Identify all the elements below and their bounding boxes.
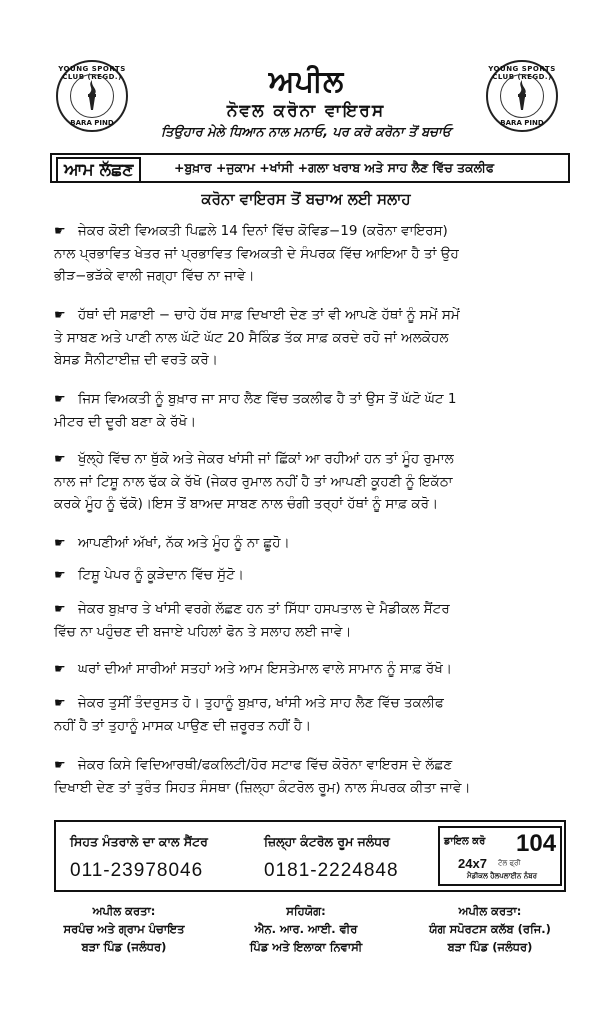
advice-heading: ਕਰੋਨਾ ਵਾਇਰਸ ਤੋਂ ਬਚਾਅ ਲਈ ਸਲਾਹ [201, 190, 411, 208]
advice-line [54, 349, 564, 371]
seal-bottom-text: BARA PIND [500, 119, 544, 127]
advice-item [54, 658, 564, 681]
advice-line [54, 532, 564, 555]
advice-item [54, 448, 564, 515]
advice-text: ਘਰਾਂ ਦੀਆਂ ਸਾਰੀਆਂ ਸਤਹਾਂ ਅਤੇ ਆਮ ਇਸਤੇਮਾਲ ਵਾਲੇ ਸਾਮਾਨ ਨੂੰ ਸਾਫ਼ ਰੱਖੋ। [78, 661, 452, 677]
advice-item [54, 304, 564, 371]
ministry-call-center-number: 011-23978046 [70, 860, 204, 881]
pointing-hand-icon: ☛ [54, 452, 66, 467]
footer-center-line: ਪਿੰਡ ਅਤੇ ਇਲਾਕਾ ਨਿਵਾਸੀ [249, 940, 363, 954]
advice-line [54, 598, 564, 621]
page-subtitle: ਨੋਵਲ ਕਰੋਨਾ ਵਾਇਰਸ [226, 101, 386, 121]
advice-item [54, 692, 564, 737]
pointing-hand-icon: ☛ [54, 536, 66, 551]
dial-24x7: 24x7 [458, 856, 487, 871]
pointing-hand-icon: ☛ [54, 758, 66, 773]
footer-right-line: ਯੰਗ ਸਪੋਰਟਸ ਕਲੱਬ (ਰਜਿ.) [429, 922, 551, 936]
advice-line [54, 411, 564, 433]
dial-helpline-text: ਮੈਡੀਕਲ ਹੈਲਪਲਾਈਨ ਨੰਬਰ [467, 872, 537, 880]
advice-line [54, 564, 564, 587]
dial-number: 104 [516, 830, 557, 857]
advice-text: ਆਪਣੀਆਂ ਅੱਖਾਂ, ਨੱਕ ਅਤੇ ਮੂੰਹ ਨੂੰ ਨਾ ਛੂਹੋ। [78, 535, 290, 551]
advice-text: ਬੇਸਡ ਸੈਨੀਟਾਈਜ਼ ਦੀ ਵਰਤੋ ਕਰੋ। [54, 352, 218, 368]
advice-text: ਜੇਕਰ ਬੁਖ਼ਾਰ ਤੇ ਖਾਂਸੀ ਵਰਗੇ ਲੱਛਣ ਹਨ ਤਾਂ ਸਿੱਧਾ ਹਸਪਤਾਲ ਦੇ ਮੈਡੀਕਲ ਸੈਂਟਰ [78, 601, 450, 617]
advice-line [54, 715, 564, 737]
advice-line [54, 327, 564, 349]
pointing-hand-icon: ☛ [54, 224, 66, 239]
advice-text: ਮੀਟਰ ਦੀ ਦੂਰੀ ਬਣਾ ਕੇ ਰੱਖੋ। [54, 414, 197, 430]
footer-left-line: ਅਪੀਲ ਕਰਤਾ: [92, 904, 156, 918]
advice-line [54, 754, 564, 777]
ministry-call-center-label: ਸਿਹਤ ਮੰਤਰਾਲੇ ਦਾ ਕਾਲ ਸੈਂਟਰ [70, 834, 208, 849]
advice-item [54, 564, 564, 587]
footer-left-line: ਬੜਾ ਪਿੰਡ (ਜਲੰਧਰ) [81, 940, 167, 954]
advice-text: ਜੇਕਰ ਕਿਸੇ ਵਿਦਿਆਰਥੀ/ਫਕਲਿਟੀ/ਹੋਰ ਸਟਾਫ ਵਿੱਚ ਕੋਰੋਨਾ ਵਾਇਰਸ ਦੇ ਲੱਛਣ [78, 757, 453, 773]
advice-line [54, 621, 564, 643]
pointing-hand-icon: ☛ [54, 696, 66, 711]
advice-text: ਜਿਸ ਵਿਅਕਤੀ ਨੂੰ ਬੁਖ਼ਾਰ ਜਾ ਸਾਹ ਲੈਣ ਵਿੱਚ ਤਕਲੀਫ ਹੈ ਤਾਂ ਉਸ ਤੋਂ ਘੱਟੋ ਘੱਟ 1 [78, 391, 457, 407]
advice-text: ਕਰਕੇ ਮੂੰਹ ਨੂੰ ਢੱਕੋ)।ਇਸ ਤੋਂ ਬਾਅਦ ਸਾਬਣ ਨਾਲ ਚੰਗੀ ਤਰ੍ਹਾਂ ਹੱਥਾਂ ਨੂੰ ਸਾਫ਼ ਕਰੋ। [54, 496, 439, 512]
advice-line [54, 220, 564, 243]
district-control-room-label: ਜ਼ਿਲ੍ਹਾ ਕੰਟਰੋਲ ਰੂਮ ਜਲੰਧਰ [264, 834, 390, 849]
footer-center [216, 902, 396, 956]
advice-item [54, 220, 564, 287]
helpline-box [438, 826, 562, 886]
advice-text: ਨਹੀਂ ਹੈ ਤਾਂ ਤੁਹਾਨੂੰ ਮਾਸਕ ਪਾਉਣ ਦੀ ਜ਼ਰੂਰਤ ਨਹੀਂ ਹੈ। [54, 718, 312, 734]
advice-line [54, 493, 564, 515]
advice-line [54, 692, 564, 715]
footer-center-line: ਐਨ. ਆਰ. ਆਈ. ਵੀਰ [254, 922, 358, 936]
advice-line [54, 448, 564, 471]
seal-top-text: YOUNG SPORTS CLUB (REGD.) [488, 65, 556, 81]
advice-text: ਨਾਲ ਜਾਂ ਟਿਸ਼ੂ ਨਾਲ ਢੱਕ ਕੇ ਰੱਖੋ (ਜੇਕਰ ਰੁਮਾਲ ਨਹੀਂ ਹੈ ਤਾਂ ਆਪਣੀ ਕੂਹਣੀ ਨੂੰ ਇਕੱਠਾ [54, 474, 453, 490]
advice-line [54, 304, 564, 327]
footer-left [34, 902, 214, 956]
symptoms-tag: ਆਮ ਲੱਛਣ [56, 157, 141, 183]
symptoms-box [50, 153, 570, 183]
page-tagline: ਤਿਉਹਾਰ ਮੇਲੇ ਧਿਆਨ ਨਾਲ ਮਨਾਓ, ਪਰ ਕਰੋ ਕਰੋਨਾ ਤੋਂ ਬਚਾਓ [160, 125, 452, 140]
district-control-room-number: 0181-2224848 [264, 860, 399, 881]
dial-label: ਡਾਇਲ ਕਰੋ [444, 836, 486, 847]
advice-line [54, 388, 564, 411]
advice-text: ਤੇ ਸਾਬਣ ਅਤੇ ਪਾਣੀ ਨਾਲ ਘੱਟੋ ਘੱਟ 20 ਸੈਕਿੰਡ ਤੱਕ ਸਾਫ਼ ਕਰਦੇ ਰਹੋ ਜਾਂ ਅਲਕੋਹਲ [54, 330, 449, 346]
symptoms-list: +ਬੁਖ਼ਾਰ +ਜੁਕਾਮ +ਖਾਂਸੀ +ਗਲਾ ਖਰਾਬ ਅਤੇ ਸਾਹ ਲੈਣ ਵਿੱਚ ਤਕਲੀਫ [174, 160, 495, 175]
advice-item [54, 598, 564, 643]
footer-left-line: ਸਰਪੰਚ ਅਤੇ ਗ੍ਰਾਮ ਪੰਚਾਇਤ [63, 922, 185, 936]
page-title: ਅਪੀਲ [268, 64, 344, 99]
pointing-hand-icon: ☛ [54, 662, 66, 677]
advice-line [54, 471, 564, 493]
advice-text: ਟਿਸ਼ੂ ਪੇਪਰ ਨੂੰ ਕੂੜੇਦਾਨ ਵਿੱਚ ਸੁੱਟੋ। [78, 567, 244, 583]
advice-item [54, 754, 564, 799]
seal-top-text: YOUNG SPORTS CLUB (REGD.) [58, 65, 126, 81]
footer-right-line: ਬੜਾ ਪਿੰਡ (ਜਲੰਧਰ) [447, 940, 533, 954]
advice-text: ਜੇਕਰ ਕੋਈ ਵਿਅਕਤੀ ਪਿਛਲੇ 14 ਦਿਨਾਂ ਵਿੱਚ ਕੋਵਿਡ−19 (ਕਰੋਨਾ ਵਾਇਰਸ) [78, 223, 448, 239]
advice-text: ਜੇਕਰ ਤੁਸੀਂ ਤੰਦਰੁਸਤ ਹੋ। ਤੁਹਾਨੂੰ ਬੁਖ਼ਾਰ, ਖਾਂਸੀ ਅਤੇ ਸਾਹ ਲੈਣ ਵਿੱਚ ਤਕਲੀਫ [78, 695, 444, 711]
advice-line [54, 777, 564, 799]
advice-line [54, 243, 564, 265]
seal-bottom-text: BARA PIND [70, 119, 114, 127]
advice-item [54, 532, 564, 555]
advice-text: ਦਿਖਾਈ ਦੇਣ ਤਾਂ ਤੁਰੰਤ ਸਿਹਤ ਸੰਸਥਾ (ਜ਼ਿਲ੍ਹਾ ਕੰਟਰੋਲ ਰੂਮ) ਨਾਲ ਸੰਪਰਕ ਕੀਤਾ ਜਾਵੇ। [54, 780, 471, 796]
footer-right-line: ਅਪੀਲ ਕਰਤਾ: [458, 904, 522, 918]
footer-right [400, 902, 580, 956]
footer-center-line: ਸਹਿਯੋਗ: [286, 904, 326, 918]
advice-text: ਖੁੱਲ੍ਹੇ ਵਿੱਚ ਨਾ ਥੁੱਕੋ ਅਤੇ ਜੇਕਰ ਖਾਂਸੀ ਜਾਂ ਛਿੱਕਾਂ ਆ ਰਹੀਆਂ ਹਨ ਤਾਂ ਮੂੰਹ ਰੁਮਾਲ [78, 451, 454, 467]
contact-box [54, 820, 566, 892]
advice-text: ਹੱਥਾਂ ਦੀ ਸਫ਼ਾਈ − ਚਾਹੇ ਹੱਥ ਸਾਫ਼ ਦਿਖਾਈ ਦੇਣ ਤਾਂ ਵੀ ਆਪਣੇ ਹੱਥਾਂ ਨੂੰ ਸਮੇਂ ਸਮੇਂ [78, 307, 460, 323]
advice-line [54, 265, 564, 287]
advice-text: ਵਿੱਚ ਨਾ ਪਹੁੰਚਣ ਦੀ ਬਜਾਏ ਪਹਿਲਾਂ ਫੋਨ ਤੇ ਸਲਾਹ ਲਈ ਜਾਵੇ। [54, 624, 352, 640]
pointing-hand-icon: ☛ [54, 392, 66, 407]
pointing-hand-icon: ☛ [54, 568, 66, 583]
advice-line [54, 658, 564, 681]
advice-text: ਭੀੜ−ਭੜੱਕੇ ਵਾਲੀ ਜਗ੍ਹਾ ਵਿੱਚ ਨਾ ਜਾਵੇ। [54, 268, 255, 284]
dial-toll-free: ਟੋਲ ਫ੍ਰੀ [498, 859, 521, 867]
advice-item [54, 388, 564, 433]
advice-text: ਨਾਲ ਪ੍ਰਭਾਵਿਤ ਖੇਤਰ ਜਾਂ ਪ੍ਰਭਾਵਿਤ ਵਿਅਕਤੀ ਦੇ ਸੰਪਰਕ ਵਿੱਚ ਆਇਆ ਹੈ ਤਾਂ ਉਹ [54, 246, 459, 262]
pointing-hand-icon: ☛ [54, 602, 66, 617]
pointing-hand-icon: ☛ [54, 308, 66, 323]
